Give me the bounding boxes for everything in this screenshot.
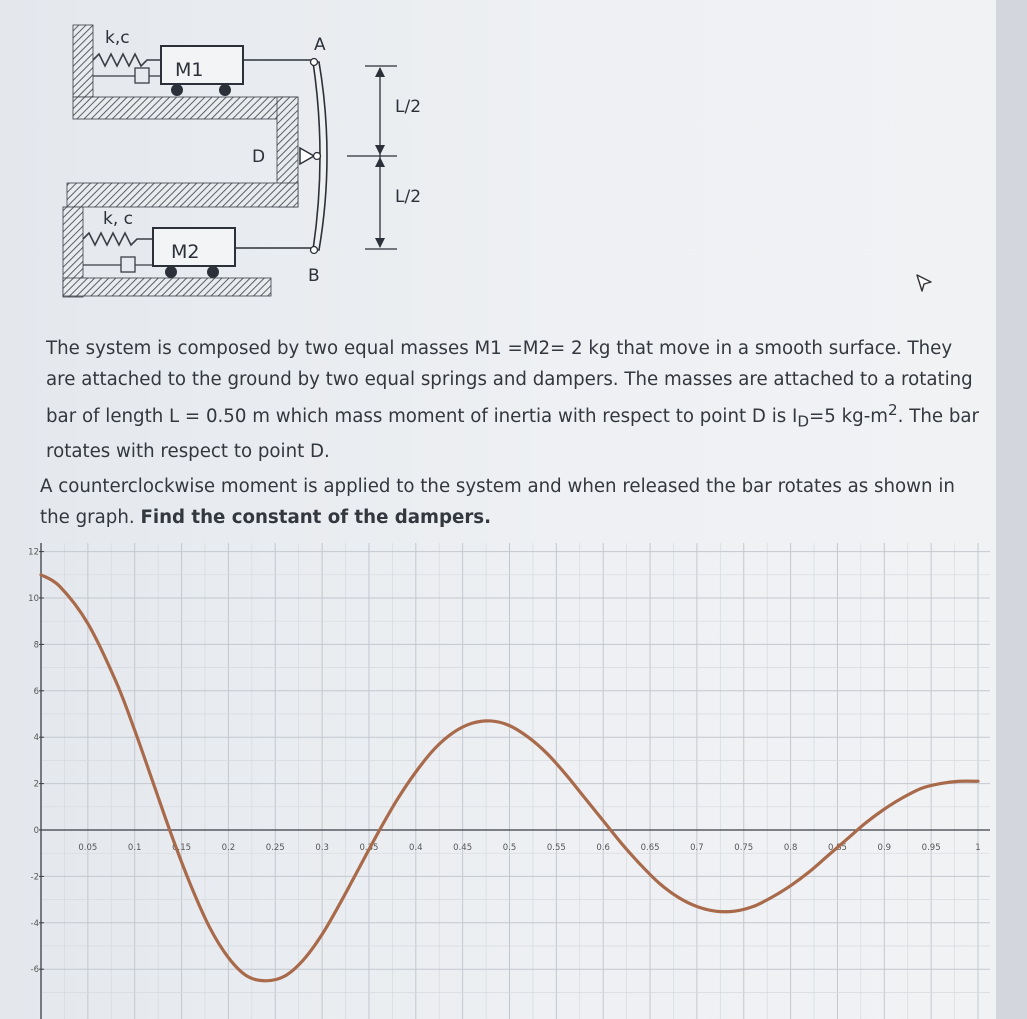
x-tick-label: 0.4 — [409, 843, 423, 853]
dim-arrow-bottom — [375, 238, 385, 248]
y-tick-label: 0 — [33, 826, 39, 836]
m2-wheel-left — [165, 266, 177, 278]
label-d: D — [252, 147, 266, 167]
upper-floor — [73, 97, 298, 119]
y-tick-label: 2 — [33, 779, 39, 790]
x-tick-label: 0.7 — [690, 843, 704, 853]
problem-text-part3: . The bar rotates with respect to point D. — [46, 406, 979, 463]
lower-spring — [83, 233, 155, 245]
lower-damper-body — [121, 257, 135, 272]
pivot-d-pin — [314, 153, 321, 160]
x-tick-label: 0.45 — [453, 843, 473, 853]
label-half-bottom: L/2 — [395, 187, 422, 207]
x-tick-label: 0.95 — [921, 843, 941, 853]
lower-ceiling — [67, 183, 298, 207]
y-tick-label: -6 — [30, 965, 39, 976]
problem-text-part2: =5 kg-m — [809, 406, 888, 428]
problem-statement — [46, 334, 986, 468]
problem-question — [40, 472, 985, 533]
m2-wheel-right — [207, 266, 219, 278]
x-tick-label: 0.25 — [265, 843, 285, 853]
response-chart — [28, 538, 990, 1019]
label-b: B — [308, 266, 320, 286]
label-a: A — [314, 35, 326, 55]
y-tick-label: 12 — [28, 547, 39, 558]
joint-b — [311, 247, 318, 254]
lower-floor — [63, 278, 271, 296]
label-half-top: L/2 — [395, 97, 422, 117]
x-tick-label: 0.65 — [640, 843, 660, 853]
x-tick-label: 0.05 — [78, 843, 98, 853]
link-m1-to-a — [243, 60, 313, 66]
pivot-d — [300, 148, 314, 164]
upper-spring — [93, 54, 161, 66]
y-tick-label: -4 — [30, 918, 39, 929]
label-kc-top: k,c — [105, 28, 130, 48]
page-right-edge — [996, 0, 1027, 1019]
x-tick-label: 0.85 — [827, 843, 847, 853]
x-tick-label: 0.2 — [221, 843, 236, 853]
joint-a — [311, 59, 318, 66]
x-tick-label: 0.9 — [877, 843, 892, 853]
y-tick-label: 8 — [33, 640, 39, 651]
m1-wheel-left — [171, 84, 183, 96]
y-tick-label: 6 — [33, 686, 39, 697]
x-tick-label: 0.5 — [502, 843, 517, 853]
upper-left-wall — [73, 25, 93, 97]
y-tick-label: 10 — [28, 594, 39, 604]
x-tick-label: 0.55 — [546, 843, 566, 853]
x-tick-label: 0.8 — [783, 843, 798, 853]
x-tick-label: 1 — [975, 843, 981, 853]
upper-damper-body — [135, 68, 149, 83]
system-diagram — [55, 20, 445, 305]
label-m2: M2 — [171, 241, 200, 263]
question-bold: Find the constant of the dampers. — [140, 506, 492, 528]
x-tick-label: 0.35 — [359, 843, 379, 853]
label-kc-bottom: k, c — [103, 209, 133, 229]
mouse-cursor-icon — [914, 272, 936, 294]
problem-superscript: 2 — [888, 401, 898, 419]
problem-text-part1: The system is composed by two equal masses M1 =M2= 2 kg that move in a smooth surface. They are attached to the ground by two equal springs and dampers. The masses are attached to a rotating bar of length L = 0.50 m which mass moment of inertia with respect to point D is I — [46, 338, 973, 428]
x-tick-label: 0.6 — [596, 843, 610, 853]
x-tick-label: 0.3 — [315, 843, 329, 853]
m1-wheel-right — [219, 84, 231, 96]
question-text: A counterclockwise moment is applied to the system and when released the bar rotates as shown in the graph. — [40, 476, 955, 528]
dim-arrow-mid-up — [375, 145, 385, 155]
x-tick-label: 0.15 — [172, 843, 192, 853]
dim-arrow-top — [375, 67, 385, 77]
y-tick-label: 4 — [33, 733, 39, 744]
x-tick-label: 0.1 — [127, 843, 142, 853]
dim-arrow-mid-down — [375, 157, 385, 167]
label-m1: M1 — [175, 59, 204, 81]
problem-subscript: D — [797, 412, 810, 431]
y-tick-label: -2 — [30, 872, 39, 883]
x-tick-label: 0.75 — [734, 843, 754, 853]
